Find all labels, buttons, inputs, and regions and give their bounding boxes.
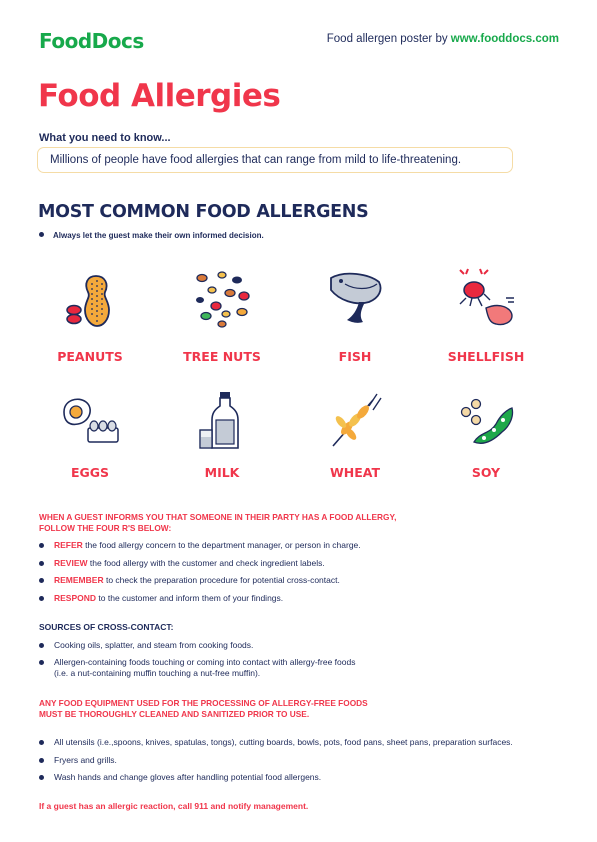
allergens-heading: MOST COMMON FOOD ALLERGENS (38, 202, 369, 222)
allergen-label: TREE NUTS (183, 349, 261, 364)
refer-keyword: REFER (54, 540, 83, 550)
allergens-note (39, 231, 264, 240)
tagline-text: Food allergen poster by (326, 33, 451, 45)
allergen-label: FISH (338, 349, 372, 364)
callout-text: Millions of people have food allergies that can range from mild to life-threatening. (50, 154, 462, 166)
allergen-label: SOY (471, 465, 501, 480)
fish-icon (325, 268, 385, 328)
allergen-label: PEANUTS (57, 349, 123, 364)
respond-keyword: RESPOND (54, 593, 97, 603)
four-rs-heading (39, 512, 396, 533)
equipment-heading (39, 698, 368, 719)
soy-icon (456, 390, 516, 450)
page-title: Food Allergies (38, 78, 281, 114)
fooddocs-logo: FoodDocs (39, 29, 144, 53)
tree-nuts-icon (192, 268, 252, 328)
four-rs-heading-line: FOLLOW THE FOUR R'S BELOW: (39, 522, 172, 533)
bullet (39, 596, 44, 601)
bullet (39, 561, 44, 566)
footer-alert: If a guest has an allergic reaction, call 911 and notify management. (39, 801, 309, 811)
refer-text: the food allergy concern to the department manager, or person in charge. (82, 540, 361, 550)
bullet (39, 775, 44, 780)
eggs-icon (60, 390, 120, 450)
remember-text: to check the preparation procedure for potential cross-contact. (103, 575, 340, 585)
allergen-tile-milk (157, 390, 287, 495)
equipment-text: Fryers and grills. (54, 755, 117, 765)
bullet (39, 660, 44, 665)
intro-subtitle: What you need to know... (39, 132, 171, 144)
allergens-note-text: Always let the guest make their own informed decision. (53, 231, 264, 240)
allergen-label: SHELLFISH (447, 349, 525, 364)
allergen-tile-eggs (25, 390, 155, 495)
poster-tagline (327, 33, 559, 45)
allergen-tile-tree-nuts (157, 268, 287, 373)
bullet (39, 758, 44, 763)
bullet (39, 578, 44, 583)
respond-text: to the customer and inform them of your findings. (96, 593, 284, 603)
cross-contact-heading: SOURCES OF CROSS-CONTACT: (39, 622, 174, 632)
peanut-icon (60, 268, 120, 328)
intro-callout (37, 147, 513, 173)
milk-icon (192, 390, 252, 450)
review-text: the food allergy with the customer and check ingredient labels. (87, 558, 325, 568)
equipment-heading-line: ANY FOOD EQUIPMENT USED FOR THE PROCESSING OF ALLERGY-FREE FOODS (39, 698, 368, 708)
review-keyword: REVIEW (54, 558, 88, 568)
allergen-label: MILK (204, 465, 240, 480)
four-rs-heading-line: WHEN A GUEST INFORMS YOU THAT SOMEONE IN THEIR PARTY HAS A FOOD ALLERGY, (39, 512, 397, 522)
allergen-tile-wheat (290, 390, 420, 495)
allergen-tile-fish (290, 268, 420, 373)
shellfish-icon (456, 268, 516, 328)
equipment-text: Wash hands and change gloves after handling potential food allergens. (54, 772, 322, 782)
allergen-tile-peanuts (25, 268, 155, 373)
allergen-tile-soy (421, 390, 551, 495)
bullet (39, 740, 44, 745)
cross-contact-text: (i.e. a nut-containing muffin touching a nut-free muffin). (54, 668, 261, 678)
bullet (39, 643, 44, 648)
bullet (39, 232, 44, 237)
equipment-heading-line: MUST BE THOROUGHLY CLEANED AND SANITIZED PRIOR TO USE. (39, 708, 310, 719)
allergen-label: EGGS (70, 465, 110, 480)
wheat-icon (325, 390, 385, 450)
cross-contact-text: Allergen-containing foods touching or coming into contact with allergy-free foods (54, 657, 356, 667)
allergen-tile-shellfish (421, 268, 551, 373)
equipment-text: All utensils (i.e.,spoons, knives, spatulas, tongs), cutting boards, bowls, pots, food pans, sheet pans, preparation surfaces. (54, 737, 513, 747)
remember-keyword: REMEMBER (54, 575, 104, 585)
allergen-label: WHEAT (329, 465, 381, 480)
bullet (39, 543, 44, 548)
cross-contact-text: Cooking oils, splatter, and steam from cooking foods. (54, 640, 254, 650)
tagline-url-link[interactable]: www.fooddocs.com (450, 33, 559, 45)
